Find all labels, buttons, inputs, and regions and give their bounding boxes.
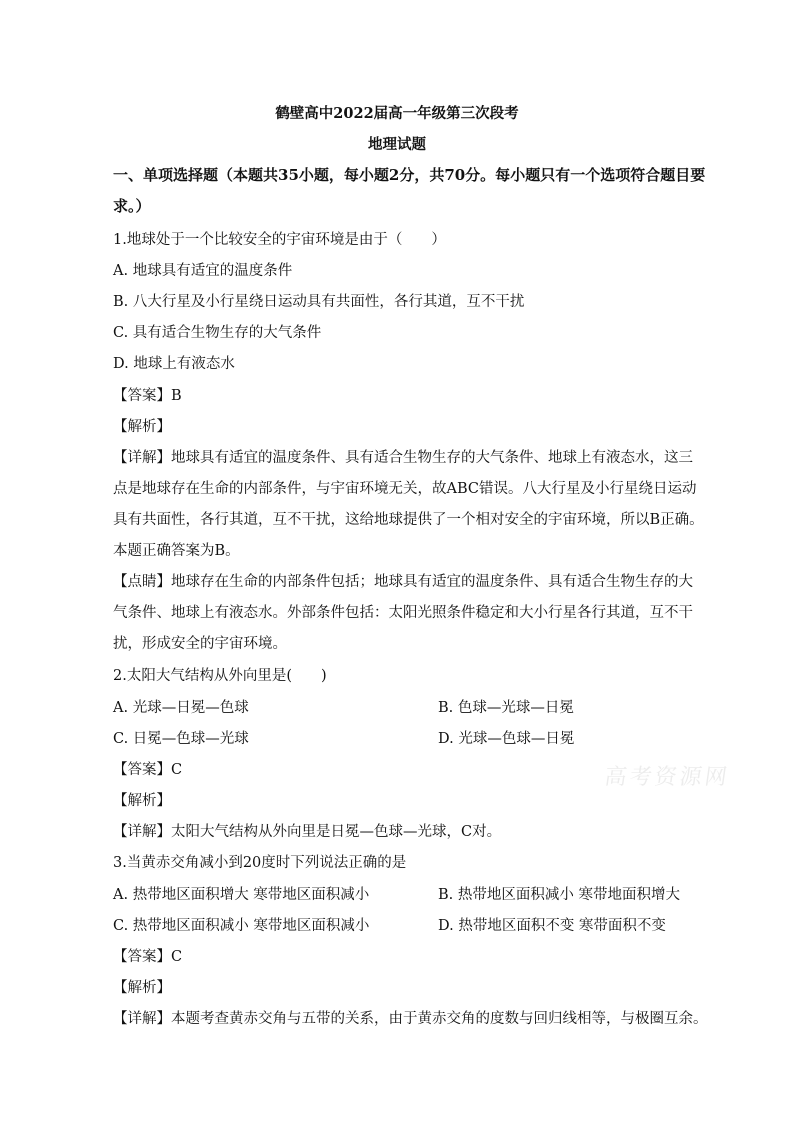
q1-detail-line-2: 点是地球存在生命的内部条件，与宇宙环境无关，故ABC错误。八大行星及小行星绕日运动 xyxy=(113,481,697,497)
q1-detail-line-1: 【详解】地球具有适宜的温度条件、具有适合生物生存的大气条件、地球上有液态水，这三 xyxy=(113,450,693,466)
q1-option-c: C. 具有适合生物生存的大气条件 xyxy=(113,325,322,341)
q3-option-b: B. 热带地区面积减小 寒带地面积增大 xyxy=(438,887,680,903)
q2-option-a: A. 光球—日冕—色球 xyxy=(113,700,249,716)
q1-option-b: B. 八大行星及小行星绕日运动具有共面性，各行其道，互不干扰 xyxy=(113,294,525,310)
q1-answer: 【答案】B xyxy=(113,388,182,404)
section-heading-line-2: 求。） xyxy=(113,197,151,215)
q1-detail-line-4: 本题正确答案为B。 xyxy=(113,543,240,559)
q1-analysis-label: 【解析】 xyxy=(113,419,171,435)
q2-stem: 2.太阳大气结构从外向里是( ) xyxy=(113,668,327,684)
q1-option-d: D. 地球上有液态水 xyxy=(113,356,235,372)
q1-detail-line-3: 具有共面性，各行其道，互不干扰，这给地球提供了一个相对安全的宇宙环境，所以B正确。 xyxy=(113,512,704,528)
q3-option-d: D. 热带地区面积不变 寒带面积不变 xyxy=(438,918,666,934)
q3-analysis-label: 【解析】 xyxy=(113,980,171,996)
q3-option-a: A. 热带地区面积增大 寒带地区面积减小 xyxy=(113,887,370,903)
q2-analysis-label: 【解析】 xyxy=(113,793,171,809)
q2-option-d: D. 光球—色球—日冕 xyxy=(438,731,575,747)
watermark: 高考资源网 xyxy=(602,765,732,790)
q1-tip-line-2: 气条件、地球上有液态水。外部条件包括：太阳光照条件稳定和大小行星各行其道，互不干 xyxy=(113,605,693,621)
q1-tip-line-1: 【点睛】地球存在生命的内部条件包括；地球具有适宜的温度条件、具有适合生物生存的大 xyxy=(113,574,693,590)
q3-option-c: C. 热带地区面积减小 寒带地区面积减小 xyxy=(113,918,370,934)
q1-stem: 1.地球处于一个比较安全的宇宙环境是由于（ ） xyxy=(113,232,446,248)
exam-subject: 地理试题 xyxy=(368,136,426,153)
q2-option-b: B. 色球—光球—日冕 xyxy=(438,700,574,716)
q2-option-c: C. 日冕—色球—光球 xyxy=(113,731,249,747)
q3-answer: 【答案】C xyxy=(113,949,183,965)
q1-option-a: A. 地球具有适宜的温度条件 xyxy=(113,263,293,279)
q1-tip-line-3: 扰，形成安全的宇宙环境。 xyxy=(113,636,287,652)
q2-answer: 【答案】C xyxy=(113,762,183,778)
q3-stem: 3.当黄赤交角减小到20度时下列说法正确的是 xyxy=(113,855,407,871)
q2-detail-line-1: 【详解】太阳大气结构从外向里是日冕—色球—光球，C对。 xyxy=(113,824,502,840)
exam-title: 鹤壁高中2022届高一年级第三次段考 xyxy=(275,105,519,122)
q3-detail-line-1: 【详解】本题考查黄赤交角与五带的关系，由于黄赤交角的度数与回归线相等，与极圈互余。 xyxy=(113,1011,708,1027)
section-heading-line-1: 一、单项选择题（本题共35小题，每小题2分，共70分。每小题只有一个选项符合题目要 xyxy=(113,166,706,184)
